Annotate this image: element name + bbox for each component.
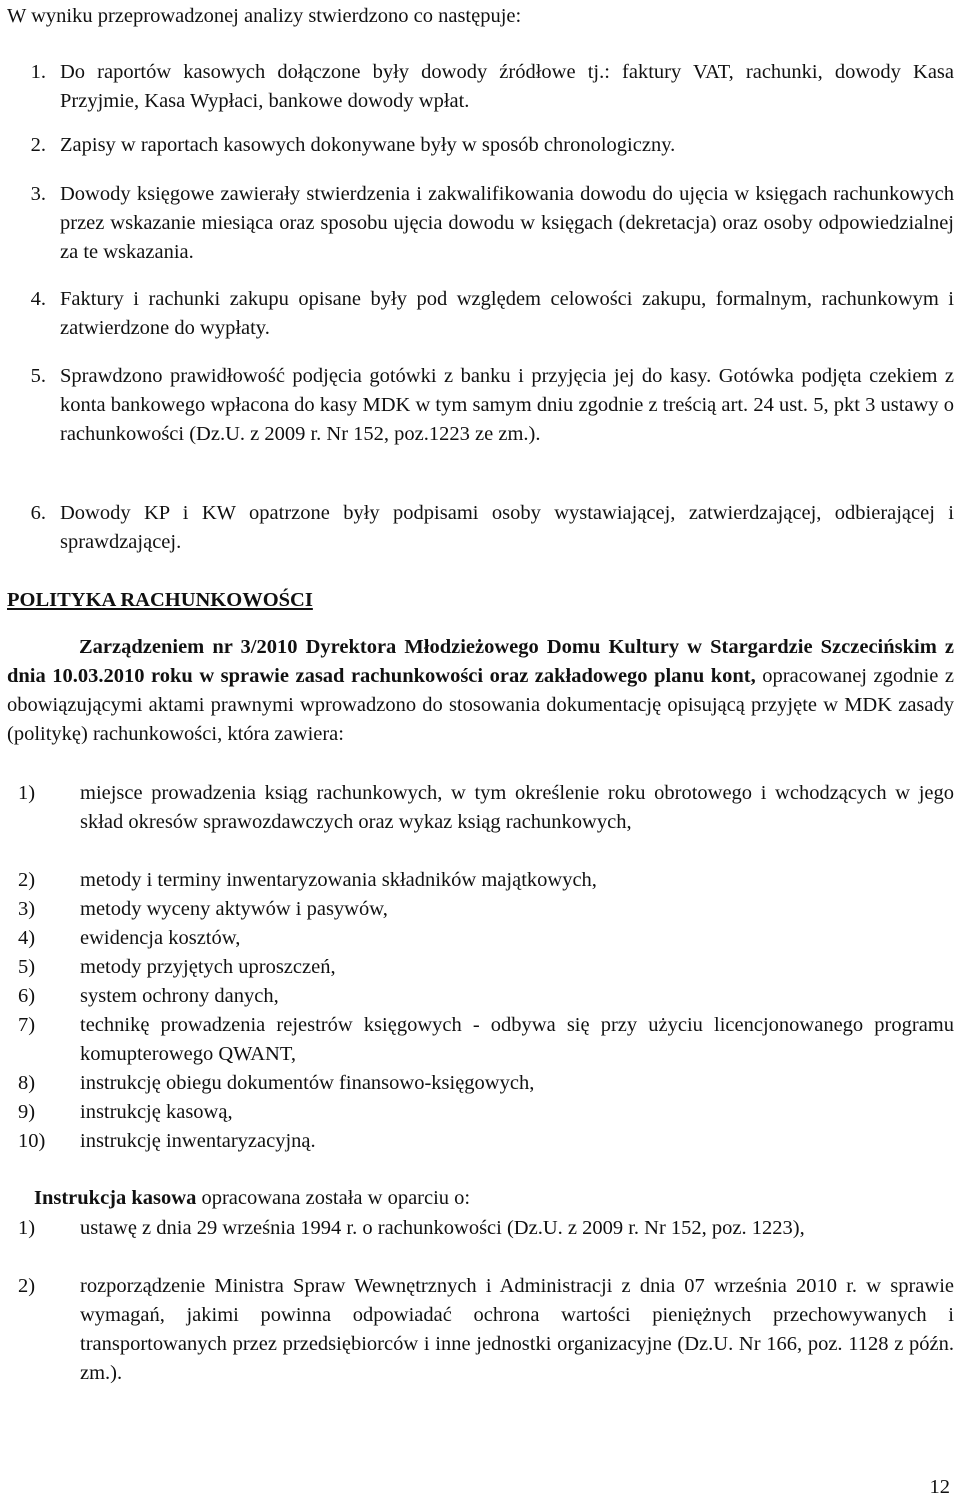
- intro-text: W wyniku przeprowadzonej analizy stwierdzono co następuje:: [7, 5, 522, 27]
- policy-item-8: [7, 1069, 954, 1098]
- policy-text: instrukcję obiegu dokumentów finansowo-księgowych,: [80, 1072, 535, 1094]
- finding-item-1: [7, 58, 954, 116]
- policy-number: 10): [18, 1130, 46, 1152]
- finding-text: Sprawdzono prawidłowość podjęcia gotówki z banku i przyjęcia jej do kasy. Gotówka podjęta czekiem z konta bankowego wpłacona do kasy MDK w tym samym dniu zgodnie z treścią art. 24 ust. 5, pkt 3 ustawy o rachunkowości (Dz.U. z 2009 r. Nr 152, poz.1223 ze zm.).: [60, 365, 954, 445]
- policy-item-2: [7, 866, 954, 895]
- instrukcja-intro: [34, 1184, 954, 1213]
- policy-number: 8): [18, 1072, 36, 1094]
- policy-number: 1): [18, 782, 36, 804]
- zarzadzenie-text: opracowanej zgodnie z obowiązującymi aktami prawnymi wprowadzono do stosowania dokumentację opisującą przyjęte w MDK zasady (politykę) rachunkowości, która zawiera:: [7, 665, 955, 745]
- policy-item-4: [7, 924, 954, 953]
- policy-number: 2): [18, 869, 36, 891]
- finding-number: 4.: [30, 288, 46, 310]
- policy-item-9: [7, 1098, 954, 1127]
- policy-text: instrukcję inwentaryzacyjną.: [80, 1130, 316, 1152]
- page-number: 12: [929, 1476, 950, 1498]
- policy-item-5: [7, 953, 954, 982]
- policy-number: 9): [18, 1101, 36, 1123]
- policy-number: 5): [18, 956, 36, 978]
- policy-text: metody przyjętych uproszczeń,: [80, 956, 336, 978]
- finding-text: Dowody księgowe zawierały stwierdzenia i zakwalifikowania dowodu do ujęcia w księgach rachunkowych przez wskazanie miesiąca oraz sposobu ujęcia dowodu w księgach (dekretacja) oraz osoby odpowiedzialnej za te wskazania.: [60, 183, 954, 263]
- zarzadzenie-title: Zarządzeniem nr 3/2010 Dyrektora Młodzieżowego Domu Kultury w Stargardzie Szczecińskim z dnia 10.03.2010 roku w sprawie zasad rachunkowości oraz zakładowego planu kont,: [7, 636, 954, 687]
- policy-item-1: [7, 779, 954, 837]
- finding-number: 6.: [30, 502, 46, 524]
- finding-text: Zapisy w raportach kasowych dokonywane były w sposób chronologiczny.: [60, 134, 676, 156]
- finding-number: 3.: [30, 183, 46, 205]
- policy-text: system ochrony danych,: [80, 985, 279, 1007]
- instrukcja-text: opracowana została w oparciu o:: [196, 1187, 471, 1209]
- policy-item-6: [7, 982, 954, 1011]
- instr-number: 1): [18, 1217, 36, 1239]
- policy-item-3: [7, 895, 954, 924]
- section-heading: POLITYKA RACHUNKOWOŚCI: [7, 589, 313, 611]
- policy-text: technikę prowadzenia rejestrów księgowych - odbywa się przy użyciu licencjonowanego programu komupterowego QWANT,: [80, 1014, 954, 1065]
- policy-item-10: [7, 1127, 954, 1156]
- finding-number: 1.: [30, 61, 46, 83]
- policy-text: ewidencja kosztów,: [80, 927, 241, 949]
- finding-item-4: [7, 285, 954, 343]
- finding-text: Faktury i rachunki zakupu opisane były pod względem celowości zakupu, formalnym, rachunkowym i zatwierdzone do wypłaty.: [60, 288, 954, 339]
- policy-text: instrukcję kasową,: [80, 1101, 233, 1123]
- instrukcja-title: Instrukcja kasowa: [34, 1187, 197, 1209]
- finding-item-2: [7, 131, 954, 160]
- policy-number: 6): [18, 985, 36, 1007]
- instr-text: rozporządzenie Ministra Spraw Wewnętrznych i Administracji z dnia 07 września 2010 r. w sprawie wymagań, jakimi powinna odpowiadać ochrona wartości pieniężnych przechowywanych i transportowanych przez przedsiębiorców i inne jednostki organizacyjne (Dz.U. Nr 166, poz. 1128 z późn. zm.).: [80, 1275, 954, 1384]
- instr-number: 2): [18, 1275, 36, 1297]
- finding-text: Dowody KP i KW opatrzone były podpisami osoby wystawiającej, zatwierdzającej, odbierającej i sprawdzającej.: [60, 502, 954, 553]
- finding-item-5: [7, 362, 954, 449]
- finding-text: Do raportów kasowych dołączone były dowody źródłowe tj.: faktury VAT, rachunki, dowody Kasa Przyjmie, Kasa Wypłaci, bankowe dowody wpłat.: [60, 61, 954, 112]
- policy-number: 7): [18, 1014, 36, 1036]
- finding-item-3: [7, 180, 954, 267]
- policy-text: metody wyceny aktywów i pasywów,: [80, 898, 388, 920]
- instr-item-2: [7, 1272, 954, 1388]
- policy-text: miejsce prowadzenia ksiąg rachunkowych, w tym określenie roku obrotowego i wchodzących w jego skład okresów sprawozdawczych oraz wykaz ksiąg rachunkowych,: [80, 782, 954, 833]
- finding-item-6: [7, 499, 954, 557]
- finding-number: 2.: [30, 134, 46, 156]
- instr-item-1: [7, 1214, 954, 1243]
- zarzadzenie-paragraph: [7, 633, 954, 749]
- policy-number: 3): [18, 898, 36, 920]
- instr-text: ustawę z dnia 29 września 1994 r. o rachunkowości (Dz.U. z 2009 r. Nr 152, poz. 1223),: [80, 1217, 805, 1239]
- policy-item-7: [7, 1011, 954, 1069]
- policy-number: 4): [18, 927, 36, 949]
- finding-number: 5.: [30, 365, 46, 387]
- policy-text: metody i terminy inwentaryzowania składników majątkowych,: [80, 869, 597, 891]
